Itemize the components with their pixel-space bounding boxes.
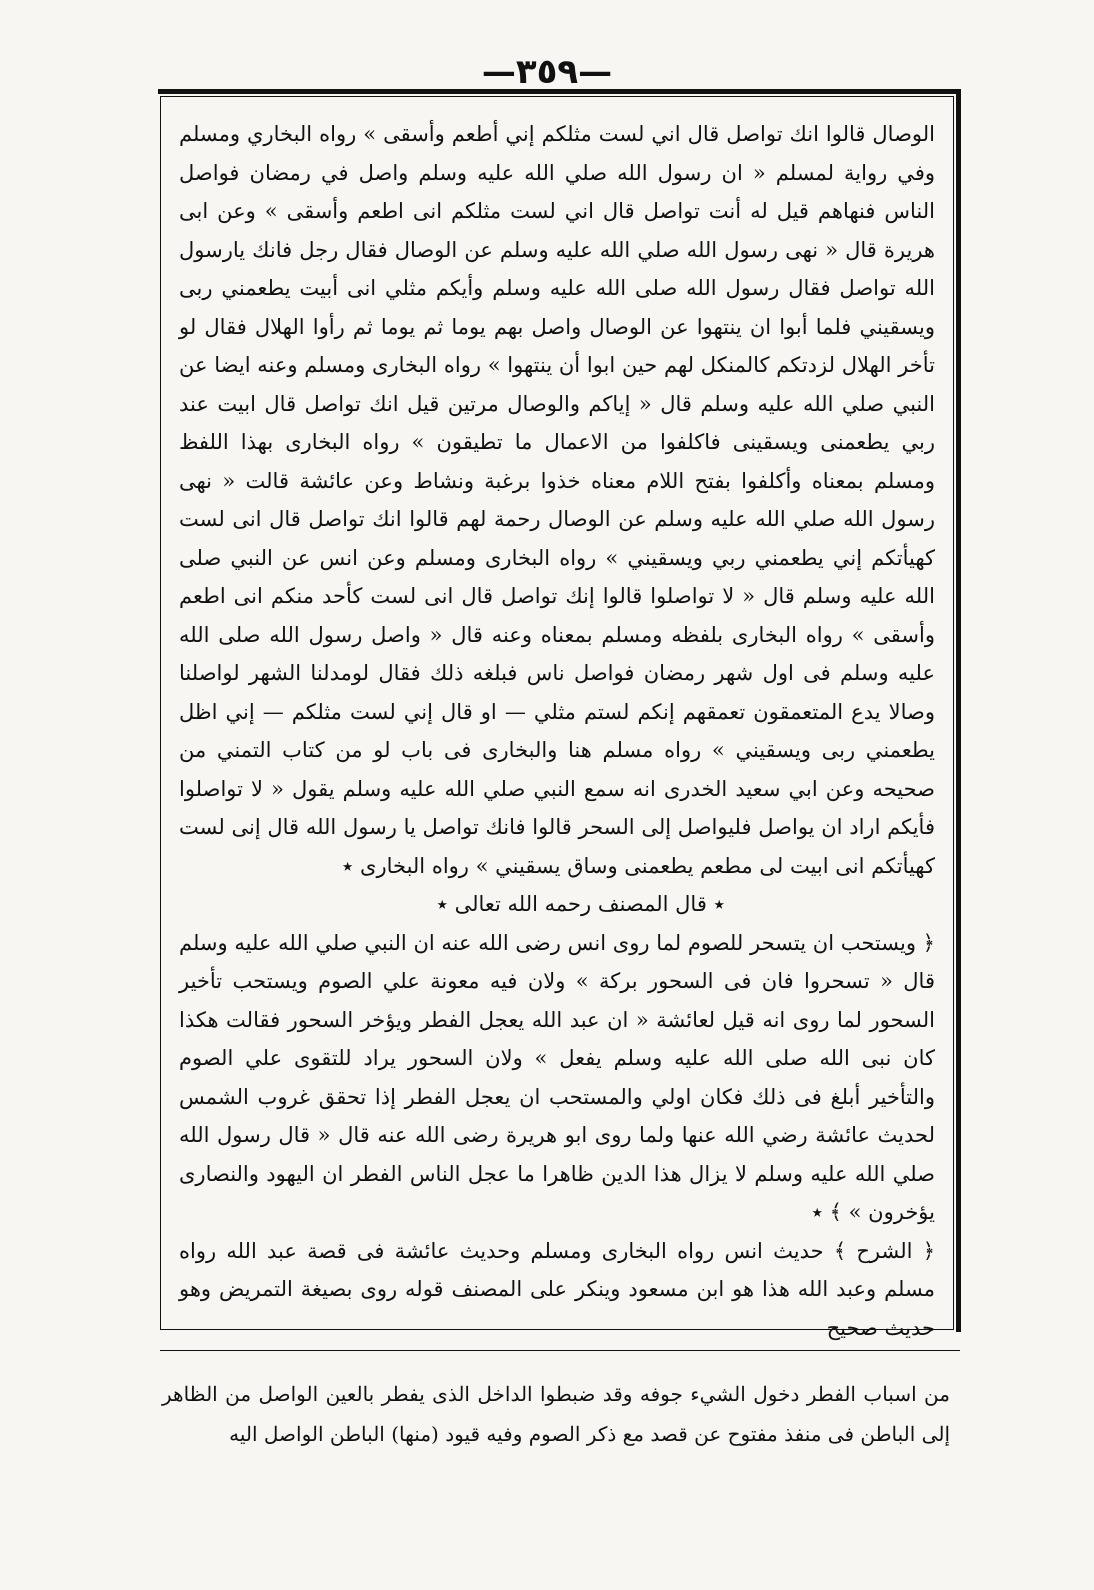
matn-paragraph: ﴿ ويستحب ان يتسحر للصوم لما روى انس رضى الله عنه ان النبي صلي الله عليه وسلم قال « تسحروا فان فى السحور بركة » ولان فيه معونة علي الصوم ويستحب تأخير السحور لما روى انه قيل لعائشة « ان عبد الله يعجل الفطر ويؤخر السحور فقالت هكذا كان نبى الله صلى الله عليه وسلم يفعل » ولان السحور يراد للتقوى علي الصوم والتأخير أبلغ فى ذلك فكان اولي والمستحب ان يعجل الفطر إذا تحقق غروب الشمس لحديث عائشة رضي الله عنها ولما روى ابو هريرة رضى الله عنه قال « قال رسول الله صلي الله عليه وسلم لا يزال هذا الدين ظاهرا ما عجل الناس الفطر ان اليهود والنصارى يؤخرون » ﴾ ٭ — [179, 930, 935, 1224]
hadith-paragraph: الوصال قالوا انك تواصل قال اني لست مثلكم إني أطعم وأسقى » رواه البخاري ومسلم وفي رواية لمسلم « ان رسول الله صلي الله عليه وسلم واصل في رمضان فواصل الناس فنهاهم قيل له أنت تواصل قال اني لست مثلكم انى اطعم وأسقى » وعن ابى هريرة قال « نهى رسول الله صلي الله عليه وسلم عن الوصال فقال رجل فانك يارسول الله تواصل فقال رسول الله صلى الله عليه وسلم وأيكم مثلي انى أبيت يطعمني ربى ويسقيني فلما أبوا ان ينتهوا عن الوصال واصل بهم يوما ثم يوما ثم رأوا الهلال فقال لو تأخر الهلال لزدتكم كالمنكل لهم حين ابوا أن ينتهوا » رواه البخارى ومسلم وعنه ايضا عن النبي صلي الله عليه وسلم قال « إياكم والوصال مرتين قيل انك تواصل قال ابيت عند ربي يطعمنى ويسقينى فاكلفوا من الاعمال ما تطيقون » رواه البخارى بهذا اللفظ ومسلم بمعناه وأكلفوا بفتح اللام معناه خذوا برغبة ونشاط وعن عائشة قالت « نهى رسول الله صلي الله عليه وسلم عن الوصال رحمة لهم قالوا انك تواصل قال انى لست كهيأتكم إني يطعمني ربي ويسقيني » رواه البخارى ومسلم وعن انس عن النبي صلى الله عليه وسلم قال « لا تواصلوا قالوا إنك تواصل قال انى لست كأحد منكم انى اطعم وأسقى » رواه البخارى بلفظه ومسلم بمعناه وعنه قال « واصل رسول الله صلى الله عليه وسلم فى اول شهر رمضان فواصل ناس فبلغه ذلك فقال لومدلنا الشهر لواصلنا وصالا يدع المتعمقون تعمقهم إنكم لستم مثلي — او قال إني لست مثلكم — إني اظل يطعمني ربى ويسقيني » رواه مسلم هنا والبخارى فى باب لو من كتاب التمني من صحيحه وعن ابي سعيد الخدرى انه سمع النبي صلي الله عليه وسلم يقول « لا تواصلوا فأيكم اراد ان يواصل فليواصل إلى السحر قالوا فانك تواصل يا رسول الله قال إنى لست كهيأتكم انى ابيت لى مطعم يطعمنى وساق يسقيني » رواه البخارى ٭ — [179, 122, 935, 878]
footnote-divider — [160, 1350, 960, 1351]
main-text-body — [179, 115, 935, 1340]
footnote-text: من اسباب الفطر دخول الشيء جوفه وقد ضبطوا الداخل الذى يفطر بالعين الواصل من الظاهر إلى الباطن فى منفذ مفتوح عن قصد مع ذكر الصوم وفيه قيود (منها) الباطن الواصل اليه — [162, 1382, 950, 1446]
section-heading: ٭ قال المصنف رحمه الله تعالى ٭ — [436, 892, 725, 916]
footnote — [162, 1374, 950, 1454]
text-frame — [160, 96, 954, 1340]
page-number: —٣٥٩— — [481, 52, 613, 92]
commentary-paragraph: ﴿ الشرح ﴾ حديث انس رواه البخارى ومسلم وحديث عائشة فى قصة عبد الله رواه مسلم وعبد الله هذا هو ابن مسعود وينكر على المصنف قوله روى بصيغة التمريض وهو حديث صحيح — [179, 1238, 935, 1340]
